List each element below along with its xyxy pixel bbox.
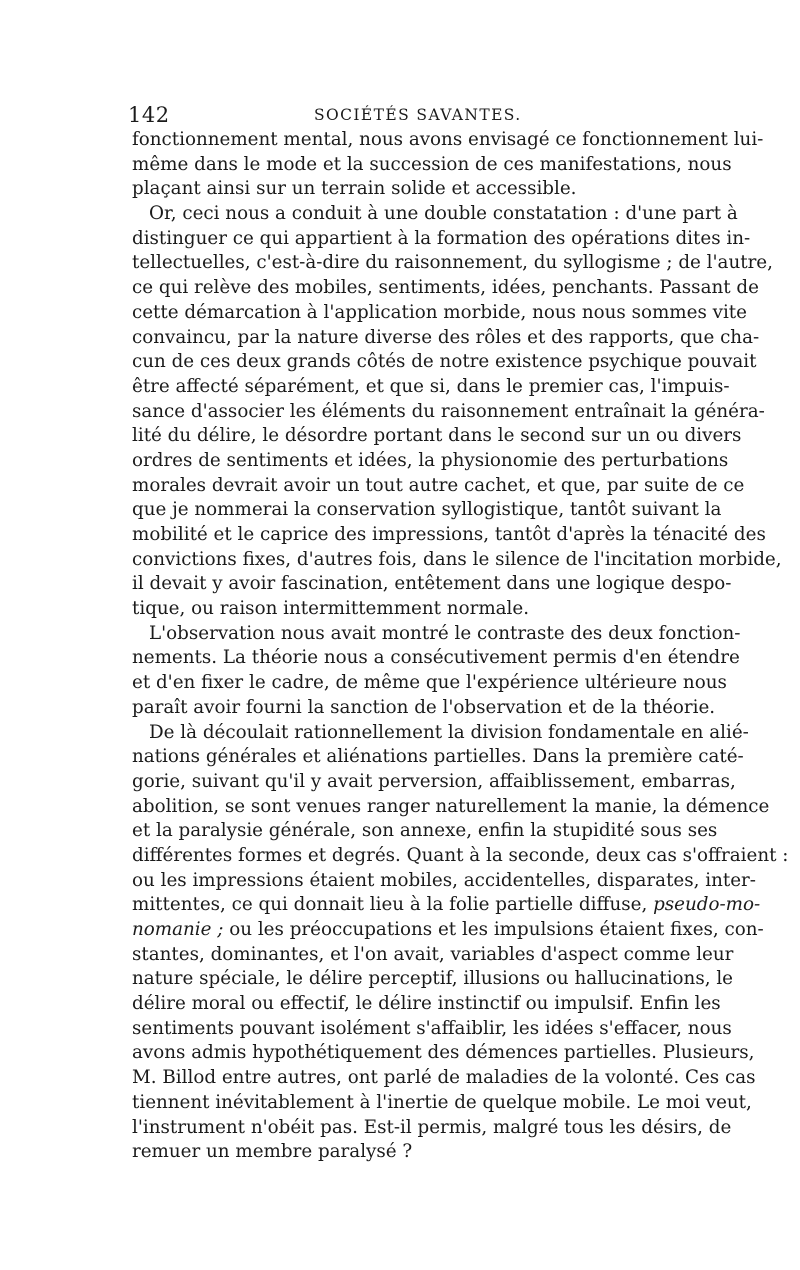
paragraph xyxy=(132,721,789,1165)
text-line: ou les impressions étaient mobiles, accidentelles, disparates, inter- xyxy=(132,869,756,891)
text-line: nomanie ; ou les préoccupations et les impulsions étaient fixes, con- xyxy=(132,919,764,940)
text-line: sance d'associer les éléments du raisonnement entraînait la généra- xyxy=(132,400,765,422)
text-line: plaçant ainsi sur un terrain solide et accessible. xyxy=(132,178,577,200)
text-line: mittentes, ce qui donnait lieu à la folie partielle diffuse, pseudo-mo- xyxy=(132,894,761,916)
text-line: que je nommerai la conservation syllogistique, tantôt suivant la xyxy=(132,499,722,521)
text-line: différentes formes et degrés. Quant à la seconde, deux cas s'offraient : xyxy=(132,844,789,866)
text-line: cun de ces deux grands côtés de notre existence psychique pouvait xyxy=(132,351,757,373)
running-title: SOCIÉTÉS SAVANTES. xyxy=(314,106,522,124)
text-line: être affecté séparément, et que si, dans le premier cas, l'impuis- xyxy=(132,375,730,397)
text-line: cette démarcation à l'application morbide, nous nous sommes vite xyxy=(132,301,747,323)
text-line: nature spéciale, le délire perceptif, illusions ou hallucinations, le xyxy=(132,968,733,990)
text-line: Or, ceci nous a conduit à une double constatation : d'une part à xyxy=(149,203,738,225)
text-line: et la paralysie générale, son annexe, enfin la stupidité sous ses xyxy=(132,820,718,842)
text-line: stantes, dominantes, et l'on avait, variables d'aspect comme leur xyxy=(132,943,734,965)
text-line: ordres de sentiments et idées, la physionomie des perturbations xyxy=(132,449,729,471)
italic-term: nomanie ; xyxy=(132,919,224,940)
text-line: gorie, suivant qu'il y avait perversion, affaiblissement, embarras, xyxy=(132,770,736,792)
text-line: nations générales et aliénations partielles. Dans la première caté- xyxy=(132,746,744,768)
text-line: distinguer ce qui appartient à la formation des opérations dites in- xyxy=(132,227,751,249)
paragraph xyxy=(132,622,741,721)
paragraph xyxy=(132,128,764,202)
text-line: nements. La théorie nous a consécutivement permis d'en étendre xyxy=(132,647,740,669)
text-line: délire moral ou effectif, le délire instinctif ou impulsif. Enfin les xyxy=(132,993,721,1015)
text-line: tellectuelles, c'est-à-dire du raisonnement, du syllogisme ; de l'autre, xyxy=(132,252,773,274)
page-header xyxy=(128,100,676,130)
text-line: tique, ou raison intermittemment normale. xyxy=(132,598,530,620)
paragraph xyxy=(132,202,782,622)
text-line: et d'en fixer le cadre, de même que l'expérience ultérieure nous xyxy=(132,672,727,694)
text-line: L'observation nous avait montré le contraste des deux fonction- xyxy=(149,622,741,644)
text-line: mobilité et le caprice des impressions, tantôt d'après la ténacité des xyxy=(132,524,766,545)
text-line: M. Billod entre autres, ont parlé de maladies de la volonté. Ces cas xyxy=(132,1067,756,1089)
body-text xyxy=(132,128,789,1165)
text-line: il devait y avoir fascination, entêtement dans une logique despo- xyxy=(132,573,732,595)
text-line: avons admis hypothétiquement des démences partielles. Plusieurs, xyxy=(132,1042,755,1064)
text-line: ce qui relève des mobiles, sentiments, idées, penchants. Passant de xyxy=(132,277,759,299)
text-line: même dans le mode et la succession de ces manifestations, nous xyxy=(132,153,732,175)
text-line: abolition, se sont venues ranger naturellement la manie, la démence xyxy=(132,795,770,817)
text-line: tiennent inévitablement à l'inertie de quelque mobile. Le moi veut, xyxy=(132,1091,752,1113)
italic-term: pseudo-mo- xyxy=(653,894,761,916)
text-line: l'instrument n'obéit pas. Est-il permis, malgré tous les désirs, de xyxy=(132,1116,732,1138)
text-line: fonctionnement mental, nous avons envisagé ce fonctionnement lui- xyxy=(132,129,764,150)
page-number: 142 xyxy=(128,103,170,127)
text-line: lité du délire, le désordre portant dans le second sur un ou divers xyxy=(132,425,742,447)
text-line: sentiments pouvant isolément s'affaiblir, les idées s'effacer, nous xyxy=(132,1017,732,1039)
text-line: remuer un membre paralysé ? xyxy=(132,1141,413,1163)
text-line: De là découlait rationnellement la division fondamentale en alié- xyxy=(149,721,749,743)
text-line: morales devrait avoir un tout autre cachet, et que, par suite de ce xyxy=(132,474,745,496)
text-line: convaincu, par la nature diverse des rôles et des rapports, que cha- xyxy=(132,326,760,348)
text-line: convictions fixes, d'autres fois, dans le silence de l'incitation morbide, xyxy=(132,548,782,570)
text-line: paraît avoir fourni la sanction de l'observation et de la théorie. xyxy=(132,696,716,718)
